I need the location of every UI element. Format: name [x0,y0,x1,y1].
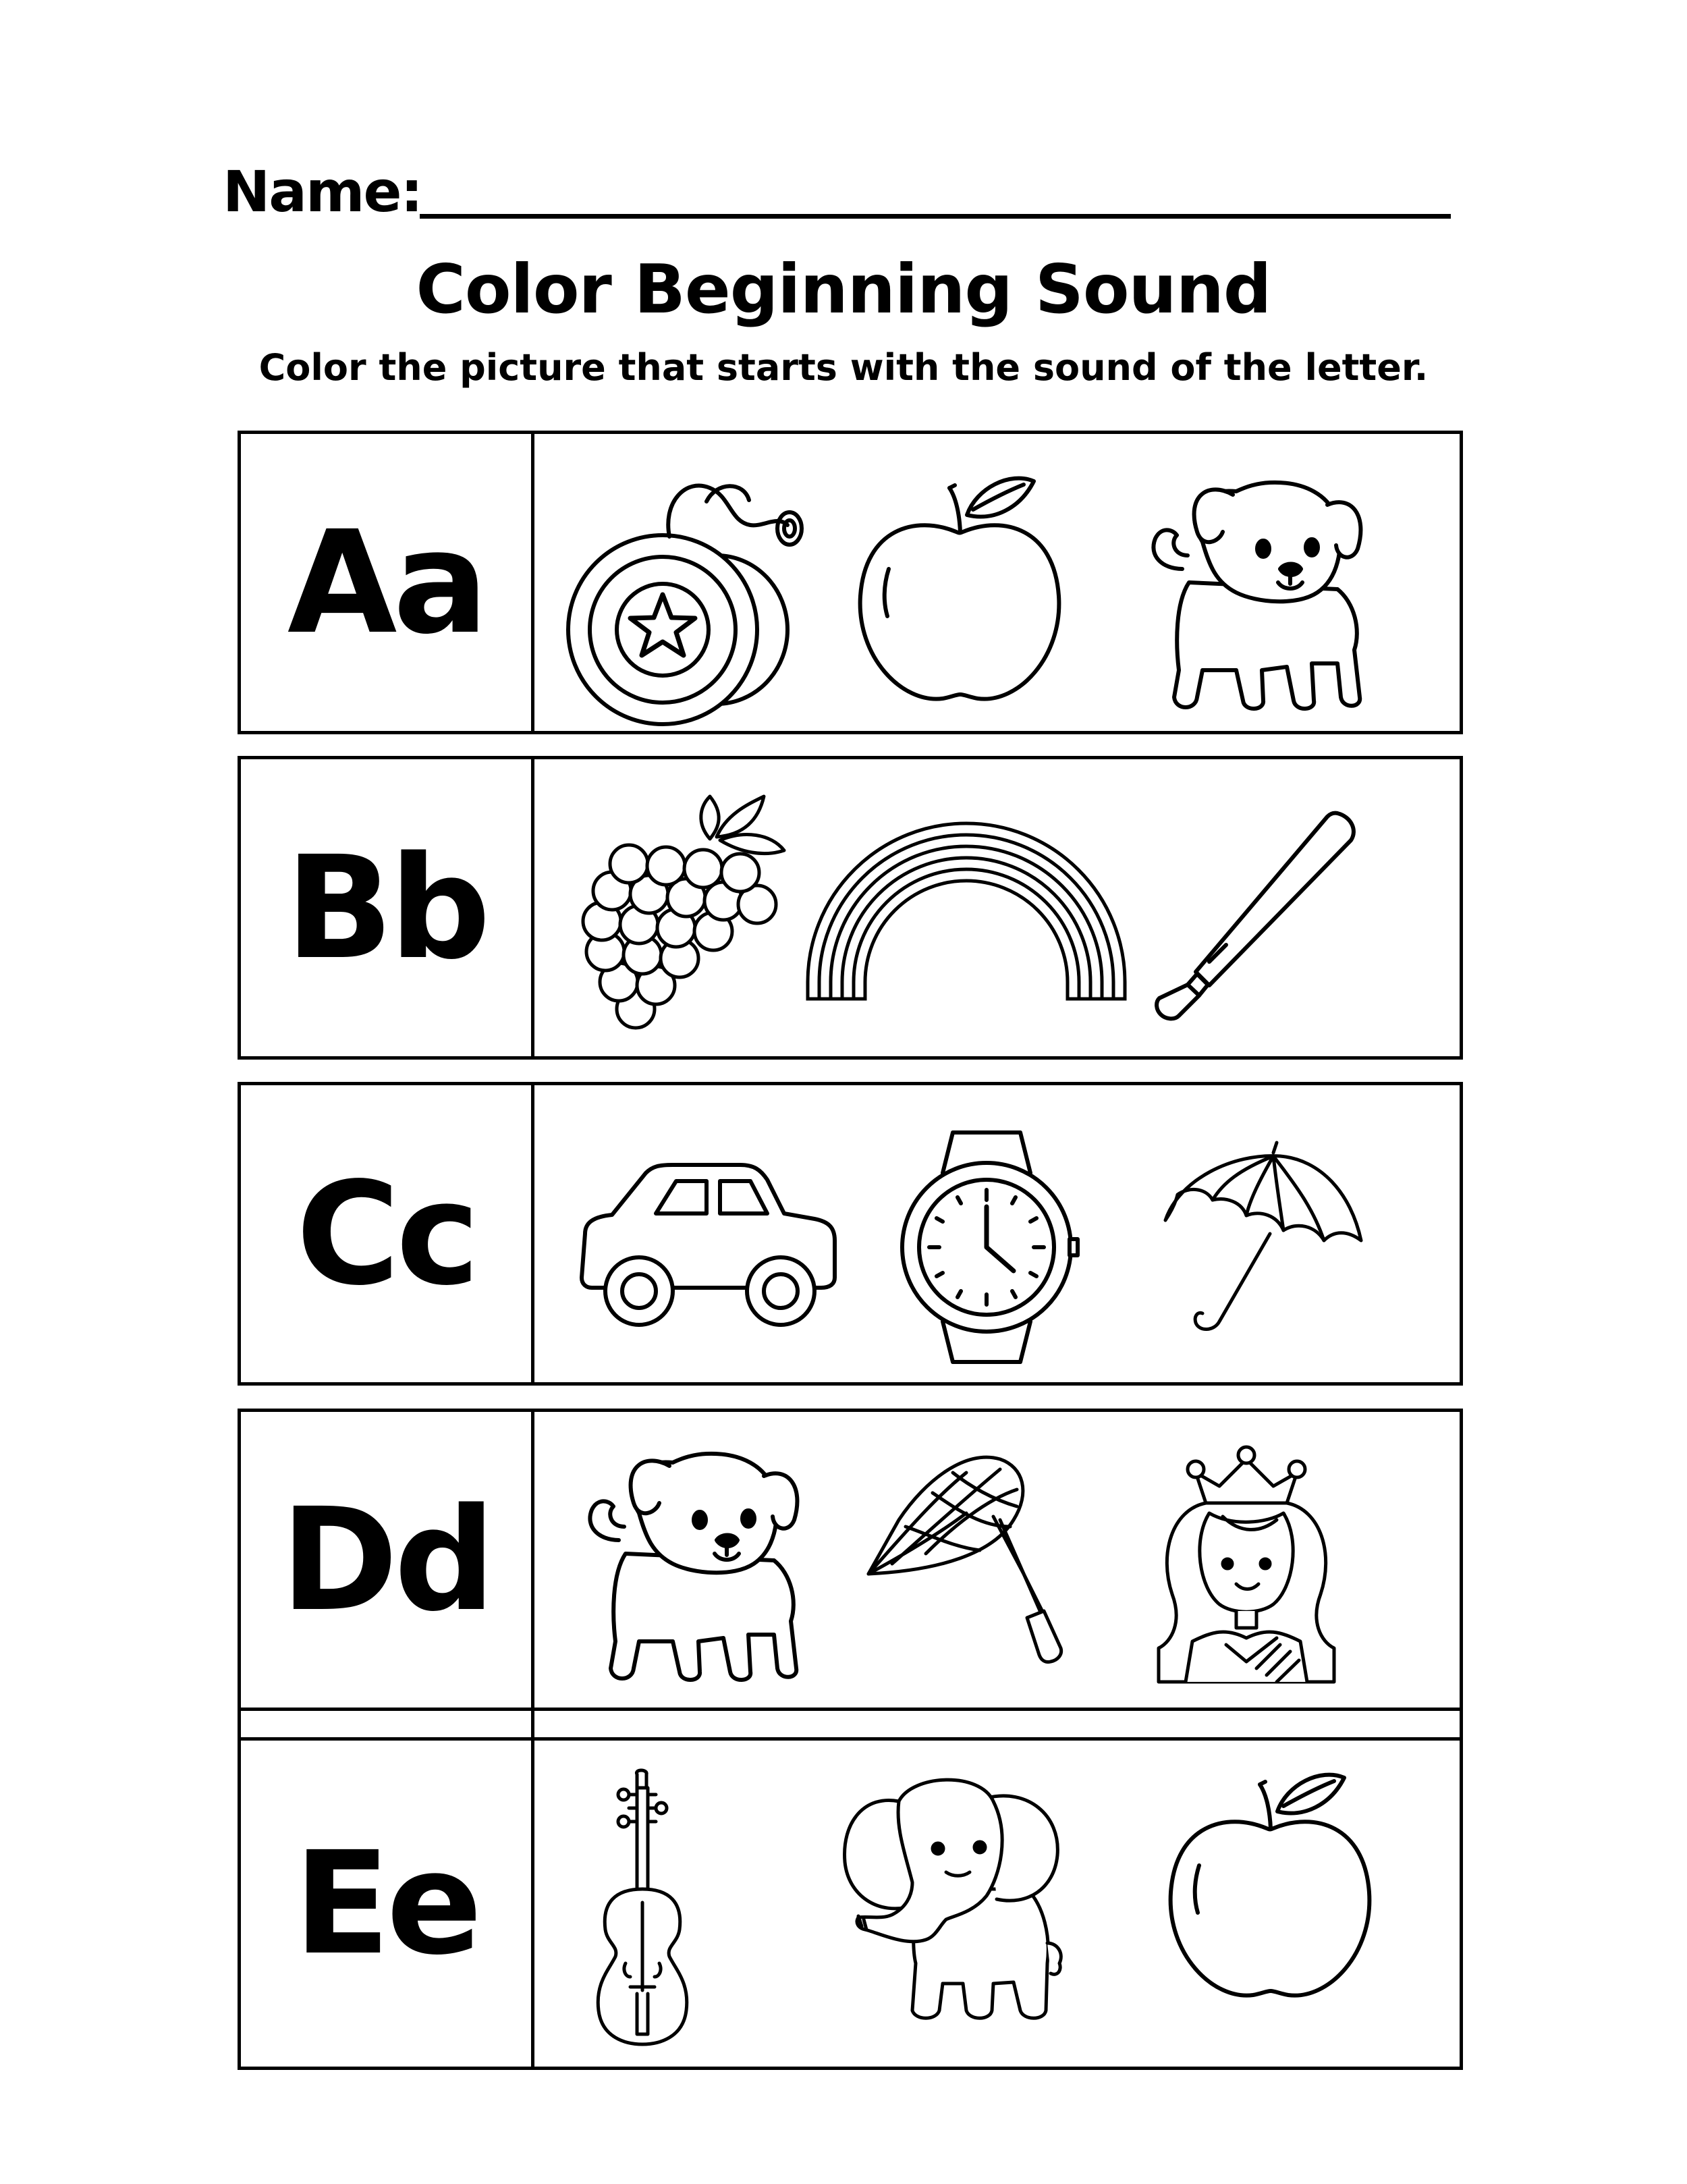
name-label: Name: [223,159,422,225]
row-spacer-divider [531,1711,534,1741]
letter-cell [241,1085,534,1382]
apple-icon[interactable] [1159,1764,1381,2007]
letter-row-b [238,756,1463,1060]
elephant-icon[interactable] [818,1761,1088,2031]
car-icon[interactable] [572,1159,841,1335]
puppy-icon[interactable] [572,1439,808,1689]
letter-cell [241,759,534,1056]
queen-icon[interactable] [1145,1446,1348,1689]
picture-cell [534,434,1460,731]
worksheet-instructions: Color the picture that starts with the sound of the letter. [258,346,1429,389]
name-row [223,159,1451,226]
letter-cell [241,1741,534,2067]
letter-cell [241,434,534,731]
letter-label: Bb [285,825,487,991]
picture-cell [534,1741,1460,2067]
yo-yo-icon[interactable] [561,474,811,704]
worksheet-title: Color Beginning Sound [416,250,1271,329]
letter-row-a [238,431,1463,734]
puppy-icon[interactable] [1135,468,1371,717]
baseball-bat-icon[interactable] [1135,800,1364,1029]
picture-cell [534,1412,1460,1708]
wristwatch-icon[interactable] [902,1126,1078,1369]
name-write-line[interactable] [420,214,1451,219]
letter-label: Cc [296,1151,476,1317]
grapes-icon[interactable] [582,786,784,1036]
umbrella-icon[interactable] [1159,1139,1368,1348]
letter-row-e [238,1737,1463,2070]
picture-cell [534,1085,1460,1382]
butterfly-net-icon[interactable] [865,1439,1061,1695]
rainbow-icon[interactable] [801,817,1132,1006]
apple-icon[interactable] [848,468,1071,711]
row-spacer [238,1711,1463,1741]
letter-label: Aa [287,499,485,665]
letter-label: Dd [280,1477,492,1643]
letter-row-c [238,1082,1463,1386]
letter-cell [241,1412,534,1708]
violin-icon[interactable] [588,1768,696,2051]
letter-label: Ee [294,1821,478,1986]
letter-row-d [238,1409,1463,1711]
picture-cell [534,759,1460,1056]
